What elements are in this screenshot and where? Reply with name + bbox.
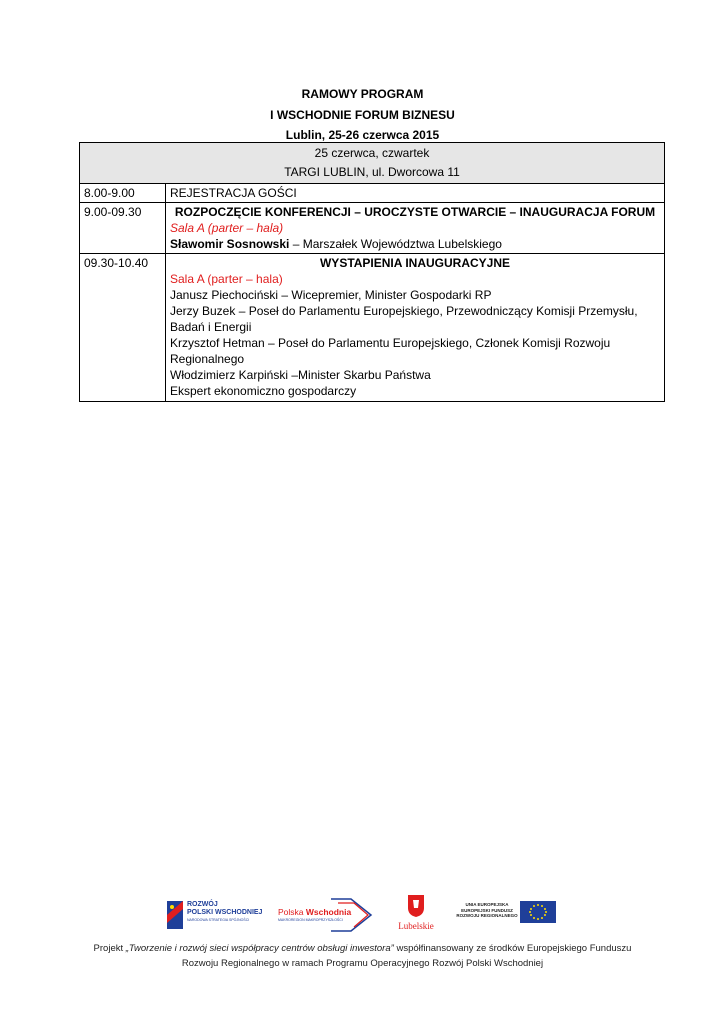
speaker-line	[170, 236, 660, 252]
table-row	[80, 254, 665, 402]
eu-line2: EUROPEJSKI FUNDUSZ	[461, 907, 513, 913]
table-row	[80, 203, 665, 254]
day-header-row	[80, 143, 665, 184]
pw-part2: Wschodnia	[305, 907, 352, 917]
footer-project-title: „Tworzenie i rozwój sieci współpracy centrów obsługi inwestora”	[125, 943, 394, 954]
session-title: REJESTRACJA GOŚCI	[166, 184, 665, 203]
session-cell	[166, 203, 665, 254]
footer-note	[40, 941, 685, 971]
time-cell: 8.00-9.00	[80, 184, 166, 203]
pw-title	[278, 907, 351, 917]
pw-sub: MAKROREGION MAKROPRZYSZŁOŚCI	[278, 918, 343, 922]
day-header	[80, 143, 665, 184]
table-row	[80, 184, 665, 203]
rpw-line2: POLSKI WSCHODNIEJ	[187, 909, 263, 916]
rpw-logo	[163, 897, 263, 933]
venue-label: TARGI LUBLIN, ul. Dworcowa 11	[284, 165, 460, 179]
time-cell: 9.00-09.30	[80, 203, 166, 254]
rpw-line3: NARODOWA STRATEGIA SPÓJNOŚCI	[187, 918, 250, 922]
forum-date: Lublin, 25-26 czerwca 2015	[285, 128, 440, 142]
eu-logo	[456, 901, 558, 923]
day-label: 25 czerwca, czwartek	[314, 146, 430, 160]
lubelskie-logo	[394, 894, 438, 936]
speaker-role: – Marszałek Województwa Lubelskiego	[289, 237, 502, 251]
session-title: WYSTAPIENIA INAUGURACYJNE	[319, 256, 510, 270]
speaker-line: Ekspert ekonomiczno gospodarczy	[170, 384, 357, 398]
eu-text	[456, 902, 518, 919]
session-cell	[166, 254, 665, 402]
sponsor-logos	[0, 893, 725, 938]
polska-wschodnia-logo	[276, 895, 376, 935]
pw-part1: Polska	[278, 907, 306, 917]
speaker-line: Krzysztof Hetman – Poseł do Parlamentu Europejskiego, Członek Komisji Rozwoju Regionalnego	[170, 336, 611, 366]
program-table	[79, 142, 665, 402]
speaker-line: Włodzimierz Karpiński –Minister Skarbu Państwa	[170, 368, 431, 382]
program-title: RAMOWY PROGRAM	[301, 87, 424, 101]
room-label: Sala A (parter – hala)	[170, 221, 284, 235]
speaker-line: Janusz Piechociński – Wicepremier, Minister Gospodarki RP	[170, 288, 492, 302]
rpw-emblem-icon	[163, 899, 185, 931]
lubelskie-shield-icon	[407, 894, 425, 918]
footer-line1	[40, 941, 685, 956]
speaker-name: Sławomir Sosnowski	[170, 237, 290, 251]
session-title: ROZPOCZĘCIE KONFERENCJI – UROCZYSTE OTWARCIE – INAUGURACJA FORUM	[174, 205, 656, 219]
eu-flag-icon	[520, 901, 556, 923]
forum-title: I WSCHODNIE FORUM BIZNESU	[270, 108, 455, 122]
footer-line2: Rozwoju Regionalnego w ramach Programu Operacyjnego Rozwój Polski Wschodniej	[181, 958, 544, 969]
rpw-text	[187, 901, 262, 923]
lubelskie-label: Lubelskie	[398, 921, 434, 931]
room-label: Sala A (parter – hala)	[170, 272, 283, 286]
eu-line3: ROZWOJU REGIONALNEGO	[456, 913, 518, 918]
footer-prefix: Projekt	[93, 943, 126, 954]
time-cell: 09.30-10.40	[80, 254, 166, 402]
eu-line1: UNIA EUROPEJSKA	[465, 902, 509, 907]
rpw-line1: ROZWÓJ	[187, 901, 218, 908]
footer-suffix: współfinansowany ze środków Europejskiego Funduszu	[393, 943, 632, 954]
speaker-line: Jerzy Buzek – Poseł do Parlamentu Europejskiego, Przewodniczący Komisji Przemysłu, Badań i Energii	[170, 304, 638, 334]
